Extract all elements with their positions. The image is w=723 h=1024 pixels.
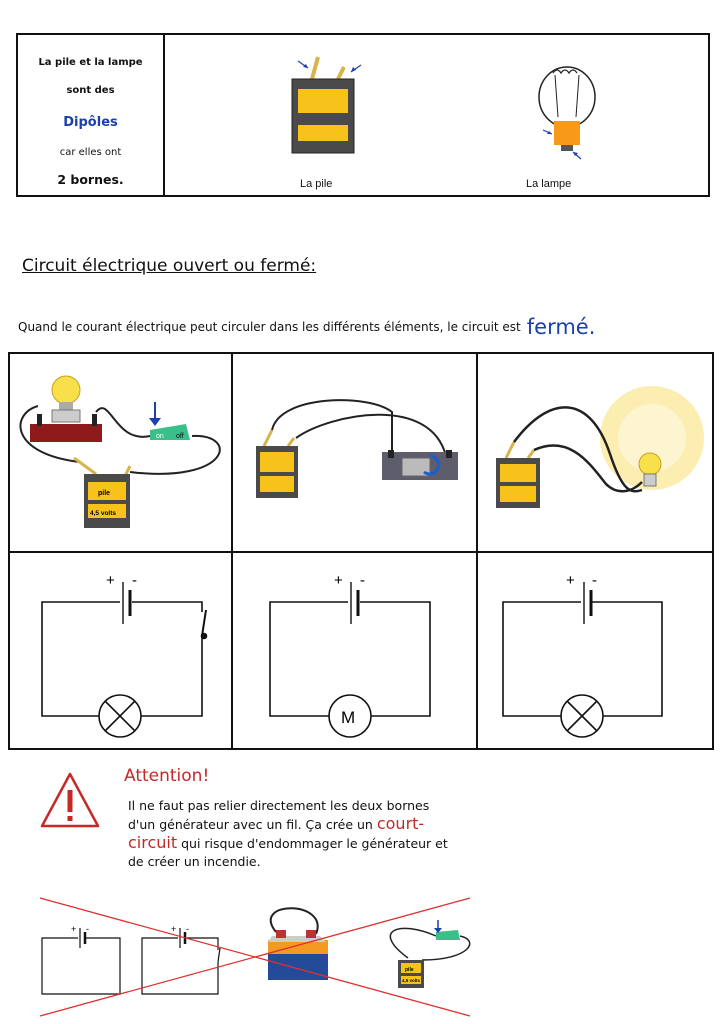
circuit-3-photo — [496, 386, 704, 508]
schematic-1-plus: + — [106, 572, 115, 589]
circuit-grid — [8, 352, 714, 750]
attention-text-after: qui risque d'endommager le générateur et de créer un incendie. — [128, 836, 448, 869]
circuit-1-photo — [21, 376, 220, 528]
dipoles-line1: La pile et la lampe — [38, 57, 143, 68]
intro-word: fermé. — [526, 315, 596, 339]
short-circuit-pile-switch — [390, 920, 469, 988]
circuit-2-photo — [256, 400, 458, 498]
schematic-2-plus: + — [334, 572, 343, 589]
short-circuit-schematic-1 — [42, 928, 120, 994]
dipoles-word: Dipôles — [63, 115, 118, 130]
court-circuit-word: court-circuit — [128, 814, 425, 852]
short-pile-voltage-label: 4,5 volts — [402, 978, 421, 983]
intro-text: Quand le courant électrique peut circuler dans les différents éléments, le circuit est — [18, 320, 521, 334]
short-pile-word-label: pile — [405, 967, 414, 973]
short-schematic-2-minus: - — [186, 924, 189, 934]
attention-text — [128, 797, 458, 871]
short-schematic-1-plus: + — [71, 924, 77, 934]
pile-word-label: pile — [98, 490, 111, 497]
schematic-2-minus: - — [360, 572, 365, 589]
pile-voltage-label: 4,5 volts — [90, 510, 117, 517]
schematic-3-plus: + — [566, 572, 575, 589]
circuit-drawings — [10, 354, 712, 748]
motor-symbol-label: M — [341, 708, 356, 727]
dipoles-line4: 2 bornes. — [57, 172, 124, 187]
dipoles-box — [16, 33, 710, 197]
attention-text-before: Il ne faut pas relier directement les deux bornes d'un générateur avec un fil. Ça crée un — [128, 798, 430, 832]
schematic-1 — [42, 582, 207, 737]
schematic-3 — [503, 582, 662, 737]
lampe-label: La lampe — [526, 178, 572, 190]
dipoles-illustrations — [165, 35, 708, 195]
warning-triangle-icon — [38, 770, 102, 830]
pile-label: La pile — [300, 178, 333, 190]
dipoles-line3: car elles ont — [59, 147, 122, 158]
short-schematic-2-plus: + — [171, 924, 177, 934]
switch-off-label: off — [176, 433, 184, 440]
attention-title: Attention! — [124, 766, 210, 786]
section-heading: Circuit électrique ouvert ou fermé: — [22, 256, 317, 276]
short-circuit-schematic-2 — [142, 928, 220, 994]
lampe-illustration — [539, 67, 595, 159]
dipoles-definition — [18, 35, 163, 195]
dipoles-line2: sont des — [66, 85, 115, 96]
switch-on-label: on — [156, 433, 164, 440]
intro-sentence — [18, 312, 596, 339]
short-schematic-1-minus: - — [86, 924, 89, 934]
short-circuit-illustrations — [0, 890, 723, 1024]
schematic-1-minus: - — [132, 572, 137, 589]
schematic-3-minus: - — [592, 572, 597, 589]
pile-illustration — [292, 57, 361, 153]
